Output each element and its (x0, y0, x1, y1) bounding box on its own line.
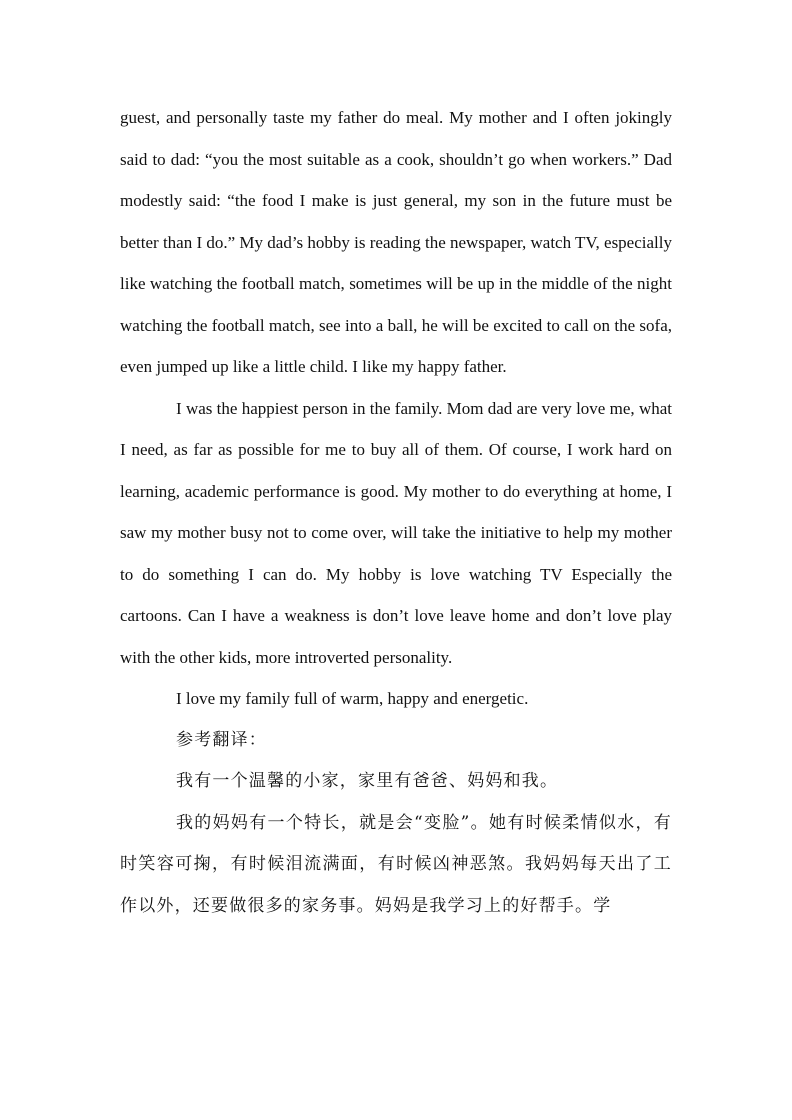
paragraph-cn-warm-home: 我有一个温馨的小家，家里有爸爸、妈妈和我。 (176, 771, 559, 791)
translation-heading: 参考翻译： (176, 729, 267, 750)
paragraph-cn-mother: 我的妈妈有一个特长，就是会“变脸”。她有时候柔情似水，有时笑容可掬，有时候泪流满面，有时候凶神恶煞。我妈妈每天出了工作以外，还要做很多的家务事。妈妈是我学习上的好帮手。学 (120, 812, 672, 916)
paragraph-happiest-person: I was the happiest person in the family. Mom dad are very love me, what I need, as far as possible for me to buy all of them. Of course, I work hard on learning, academic performance is good. My mother to do everything at home, I saw my mother busy not to come over, will take the initiative to help my mother to do something I can do. My hobby is love watching TV Especially the cartoons. Can I have a weakness is don’t love leave home and don’t love play with the other kids, more introverted personality. (120, 398, 672, 667)
document-body (120, 97, 672, 927)
paragraph-love-family: I love my family full of warm, happy and energetic. (176, 689, 529, 708)
paragraph-father-hobby: guest, and personally taste my father do meal. My mother and I often jokingly said to dad: “you the most suitable as a cook, shouldn’t go when workers.” Dad modestly said: “the food I make is just general, my son in the future must be better than I do.” My dad’s hobby is reading the newspaper, watch TV, especially like watching the football match, sometimes will be up in the middle of the night watching the football match, see into a ball, he will be excited to call on the sofa, even jumped up like a little child. I like my happy father. (120, 108, 672, 376)
